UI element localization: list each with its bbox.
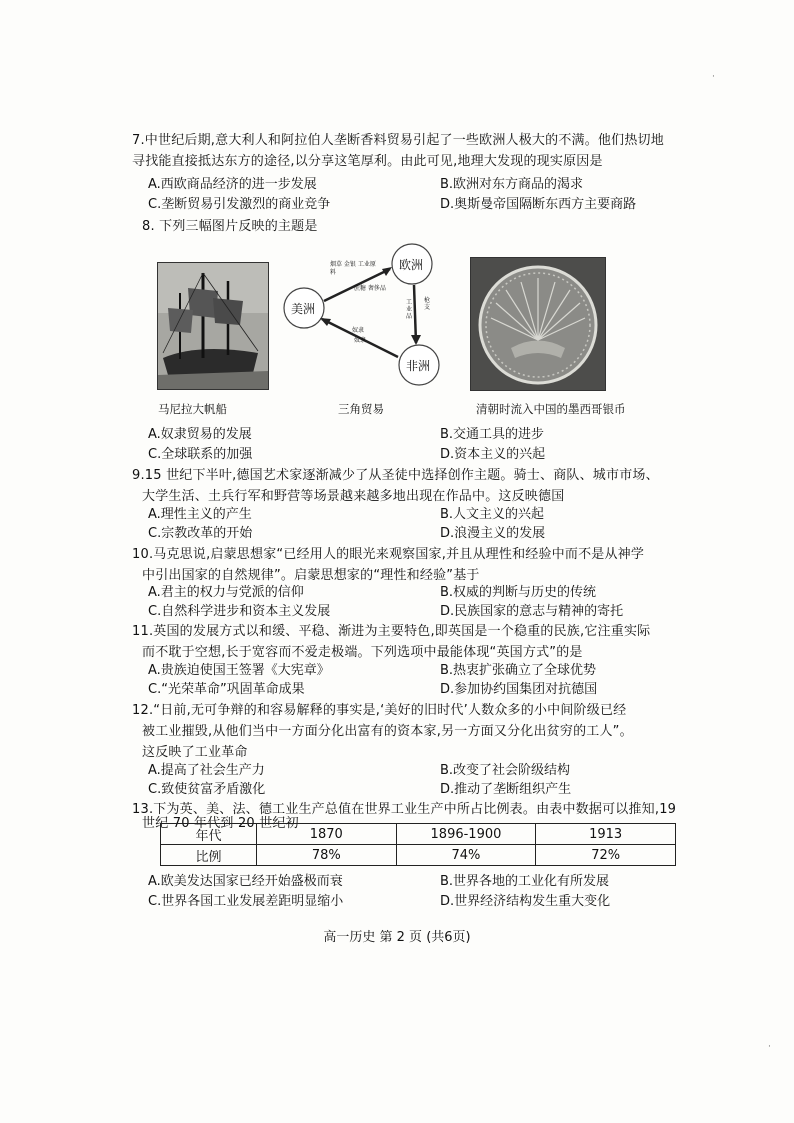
q12-option-d: D.推动了垄断组织产生 <box>440 782 572 797</box>
q12-option-c: C.致使贫富矛盾激化 <box>148 782 266 797</box>
q8-option-b: B.交通工具的进步 <box>440 427 545 442</box>
caption-galleon: 马尼拉大帆船 <box>158 402 227 416</box>
trade-label: 蔗糖 奢侈品 <box>354 285 386 292</box>
stem-line: 11.英国的发展方式以和缓、平稳、渐进为主要特色,即英国是一个稳重的民族,它注重实际 <box>132 624 651 639</box>
trade-label: 奴隶 <box>352 327 365 334</box>
africa-node: 非洲 <box>406 359 431 373</box>
q9-option-c: C.宗教改革的开始 <box>148 526 253 541</box>
q12-option-a: A.提高了社会生产力 <box>148 763 265 778</box>
q12-option-b: B.改变了社会阶级结构 <box>440 763 571 778</box>
scan-speck: ‧ <box>712 72 715 82</box>
proportion-table <box>160 823 676 866</box>
scan-speck: ‧ <box>768 1042 771 1052</box>
q10-option-b: B.权威的判断与历史的传统 <box>440 585 597 600</box>
question-8-stem: 8. 下列三幅图片反映的主题是 <box>142 219 318 234</box>
q9-option-a: A.理性主义的产生 <box>148 507 252 522</box>
europe-node: 欧洲 <box>399 258 424 272</box>
q11-option-d: D.参加协约国集团对抗德国 <box>440 682 598 697</box>
stem-line: 寻找能直接抵达东方的途径,以分享这笔厚利。由此可见,地理大发现的现实原因是 <box>132 154 603 169</box>
q8-option-a: A.奴隶贸易的发展 <box>148 427 252 442</box>
stem-line: 中引出国家的自然规律”。启蒙思想家的“理性和经验”基于 <box>142 568 480 583</box>
q8-option-d: D.资本主义的兴起 <box>440 447 546 462</box>
stem-line: 13.下为英、美、法、德工业生产总值在世界工业生产中所占比例表。由表中数据可以推知,19 <box>132 802 677 817</box>
question-13-stem-line-2: 世纪 70 年代到 20 世纪初 <box>142 816 299 831</box>
question-11-stem <box>132 621 692 663</box>
q13-option-a: A.欧美发达国家已经开始盛极而衰 <box>148 874 343 889</box>
table-cell: 74% <box>396 845 536 866</box>
stem-line: 7.中世纪后期,意大利人和阿拉伯人垄断香料贸易引起了一些欧洲人极大的不满。他们热切地 <box>132 133 664 148</box>
america-node: 美洲 <box>291 302 316 316</box>
stem-line: 大学生活、土兵行军和野营等场景越来越多地出现在作品中。这反映德国 <box>142 489 565 504</box>
trade-label: 烟草 金银 工业原料 <box>330 261 376 276</box>
q13-option-c: C.世界各国工业发展差距明显缩小 <box>148 894 344 909</box>
q10-option-c: C.自然科学进步和资本主义发展 <box>148 604 331 619</box>
galleon-image <box>157 262 269 390</box>
trade-label: 奴隶 <box>354 337 367 344</box>
table-row <box>161 845 676 866</box>
q7-option-d: D.奥斯曼帝国隔断东西方主要商路 <box>440 197 637 212</box>
trade-label: 工业品 <box>406 299 413 320</box>
table-cell: 年代 <box>161 824 257 845</box>
stem-line: 被工业摧毁,从他们当中一方面分化出富有的资本家,另一方面又分化出贫穷的工人”。 <box>142 724 633 739</box>
table-cell: 1896-1900 <box>396 824 536 845</box>
stem-line: 而不耽于空想,长于宽容而不爱走极端。下列选项中最能体现“英国方式”的是 <box>142 645 583 660</box>
triangle-trade-diagram <box>282 237 452 387</box>
trade-label: 枪支 <box>424 297 431 311</box>
q7-option-c: C.垄断贸易引发激烈的商业竞争 <box>148 197 331 212</box>
page-footer: 高一历史 第 2 页 (共6页) <box>323 930 471 945</box>
q7-option-a: A.西欧商品经济的进一步发展 <box>148 177 317 192</box>
stem-line: 9.15 世纪下半叶,德国艺术家逐渐减少了从圣徒中选择创作主题。骑士、商队、城市市场、 <box>132 468 659 483</box>
table-row <box>161 824 676 845</box>
table-cell: 1913 <box>536 824 676 845</box>
table-cell: 78% <box>256 845 396 866</box>
table-cell: 72% <box>536 845 676 866</box>
q13-option-b: B.世界各地的工业化有所发展 <box>440 874 610 889</box>
question-7-stem <box>132 130 692 172</box>
stem-line: 这反映了工业革命 <box>142 745 248 760</box>
q13-option-d: D.世界经济结构发生重大变化 <box>440 894 611 909</box>
table-cell: 比例 <box>161 845 257 866</box>
caption-silver-coin: 清朝时流入中国的墨西哥银币 <box>476 402 626 416</box>
stem-line: 10.马克思说,启蒙思想家“已经用人的眼光来观察国家,并且从理性和经验中而不是从神学 <box>132 547 645 562</box>
caption-triangle-trade: 三角贸易 <box>338 402 384 416</box>
q9-option-b: B.人文主义的兴起 <box>440 507 545 522</box>
q11-option-a: A.贵族迫使国王签署《大宪章》 <box>148 663 330 678</box>
q7-option-b: B.欧洲对东方商品的渴求 <box>440 177 584 192</box>
table-cell: 1870 <box>256 824 396 845</box>
question-10-stem <box>132 544 692 586</box>
q10-option-d: D.民族国家的意志与精神的寄托 <box>440 604 624 619</box>
silver-coin-image <box>470 257 606 391</box>
q9-option-d: D.浪漫主义的发展 <box>440 526 546 541</box>
q11-option-c: C.“光荣革命”巩固革命成果 <box>148 682 305 697</box>
question-9-stem <box>132 465 692 507</box>
q8-option-c: C.全球联系的加强 <box>148 447 253 462</box>
q11-option-b: B.热衷扩张确立了全球优势 <box>440 663 597 678</box>
question-12-stem <box>132 700 692 763</box>
stem-line: 12.“日前,无可争辩的和容易解释的事实是,‘美好的旧时代’人数众多的小中间阶级已经 <box>132 703 627 718</box>
q10-option-a: A.君主的权力与党派的信仰 <box>148 585 304 600</box>
